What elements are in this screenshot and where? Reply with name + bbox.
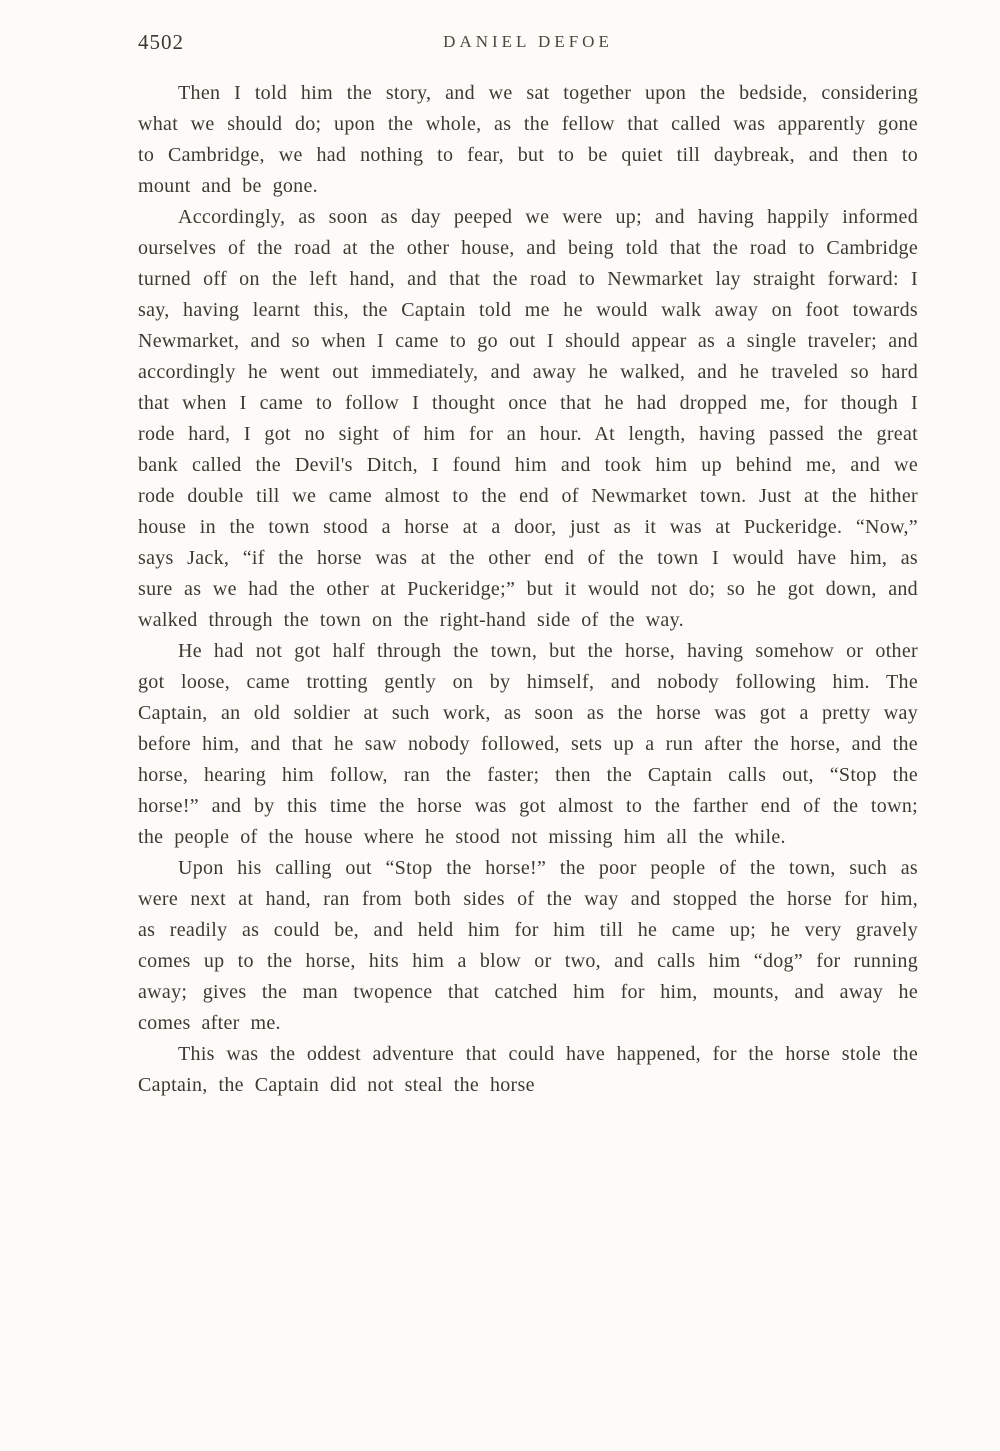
- paragraph: Accordingly, as soon as day peeped we were up; and having happily informed ourselves of the road at the other house, and being told that the road to Cambridge turned off on the left hand, and that the road to Newmarket lay straight forward: I say, having learnt this, the Captain told me he would walk away on foot towards Newmarket, and so when I came to go out I should appear as a single traveler; and accordingly he went out immediately, and away he walked, and he traveled so hard that when I came to follow I thought once that he had dropped me, for though I rode hard, I got no sight of him for an hour. At length, having passed the great bank called the Devil's Ditch, I found him and took him up behind me, and we rode double till we came almost to the end of Newmarket town. Just at the hither house in the town stood a horse at a door, just as it was at Puckeridge. “Now,” says Jack, “if the horse was at the other end of the town I would have him, as sure as we had the other at Puckeridge;” but it would not do; so he got down, and walked through the town on the right-hand side of the way.: [138, 206, 918, 631]
- page-content: [138, 26, 918, 1101]
- paragraph: Upon his calling out “Stop the horse!” the poor people of the town, such as were next at hand, ran from both sides of the way and stopped the horse for him, as readily as could be, and held him for him till he came up; he very gravely comes up to the horse, hits him a blow or two, and calls him “dog” for running away; gives the man twopence that catched him for him, mounts, and away he comes after me.: [138, 857, 918, 1034]
- paragraph: Then I told him the story, and we sat together upon the bedside, considering what we should do; upon the whole, as the fellow that called was apparently gone to Cambridge, we had nothing to fear, but to be quiet till daybreak, and then to mount and be gone.: [138, 82, 918, 197]
- paragraph: He had not got half through the town, but the horse, having somehow or other got loose, came trotting gently on by himself, and nobody following him. The Captain, an old soldier at such work, as soon as the horse was got a pretty way before him, and that he saw nobody followed, sets up a run after the horse, and the horse, hearing him follow, ran the faster; then the Captain calls out, “Stop the horse!” and by this time the horse was got almost to the farther end of the town; the people of the house where he stood not missing him all the while.: [138, 640, 918, 848]
- body-text: [138, 78, 918, 1101]
- running-head: [138, 26, 918, 60]
- running-header-title: DANIEL DEFOE: [443, 32, 613, 51]
- paragraph: This was the oddest adventure that could have happened, for the horse stole the Captain, the Captain did not steal the horse: [138, 1043, 918, 1096]
- page-number: 4502: [138, 30, 184, 54]
